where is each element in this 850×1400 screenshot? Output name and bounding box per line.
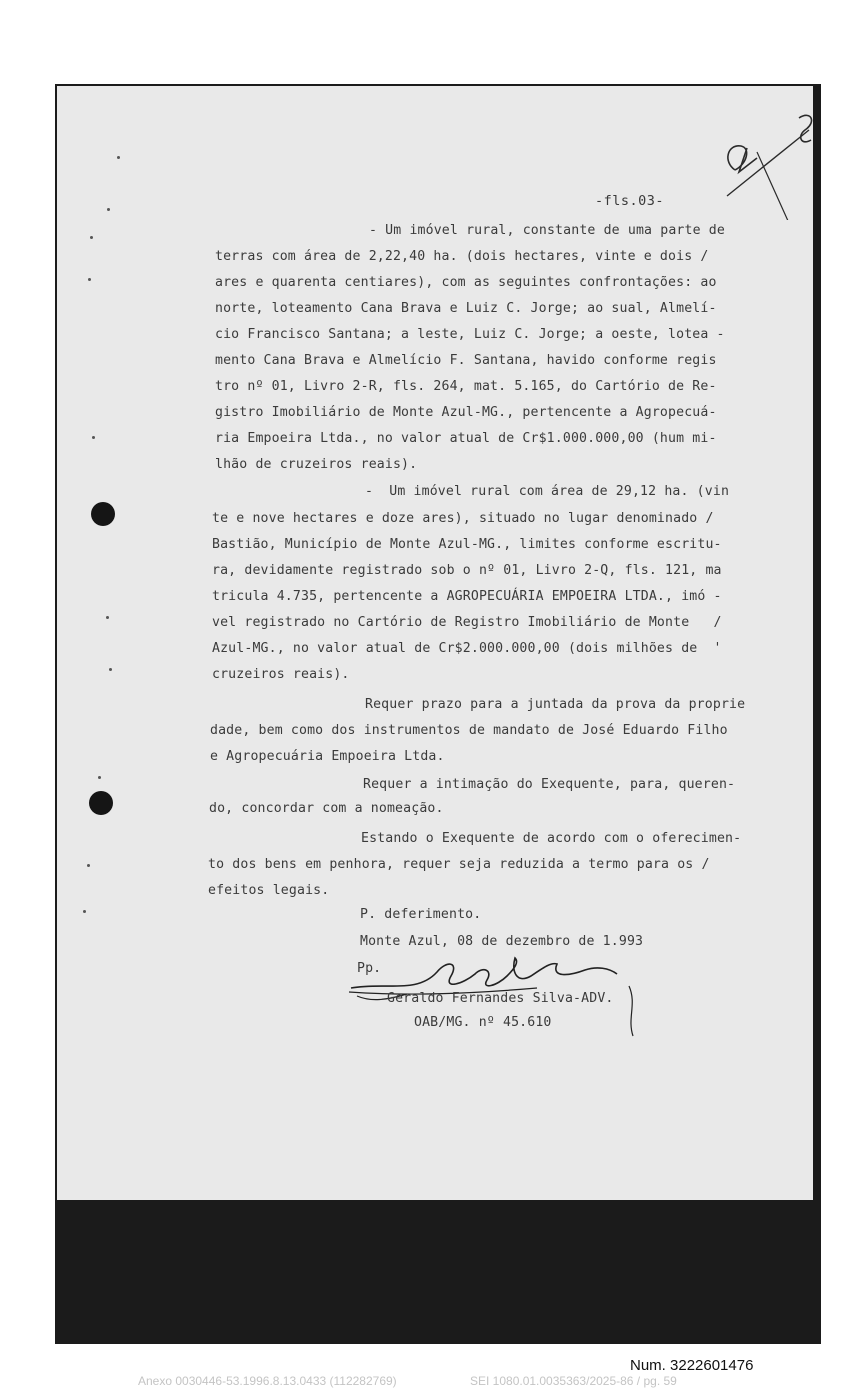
speck xyxy=(109,668,112,671)
corner-page-stamp xyxy=(717,100,813,220)
place-date: Monte Azul, 08 de dezembro de 1.993 xyxy=(360,934,644,949)
paragraph-line: cio Francisco Santana; a leste, Luiz C. Jorge; a oeste, lotea - xyxy=(215,327,725,342)
deferimento: P. deferimento. xyxy=(360,907,482,922)
paragraph-line: ares e quarenta centiares), com as seguintes confrontações: ao xyxy=(215,275,717,290)
paragraph-line: Requer prazo para a juntada da prova da proprie xyxy=(365,697,746,712)
paragraph-line: ria Empoeira Ltda., no valor atual de Cr$1.000.000,00 (hum mi- xyxy=(215,431,717,446)
paragraph-line: terras com área de 2,22,40 ha. (dois hectares, vinte e dois / xyxy=(215,249,709,264)
paragraph-line: gistro Imobiliário de Monte Azul-MG., pertencente a Agropecuá- xyxy=(215,405,717,420)
paragraph-line: Requer a intimação do Exequente, para, queren- xyxy=(363,777,736,792)
speck xyxy=(117,156,120,159)
page-reference: -fls.03- xyxy=(595,193,665,209)
speck xyxy=(88,278,91,281)
paragraph-line: Azul-MG., no valor atual de Cr$2.000.000,00 (dois milhões de ' xyxy=(212,641,722,656)
paragraph-line: to dos bens em penhora, requer seja reduzida a termo para os / xyxy=(208,857,710,872)
paragraph-line: mento Cana Brava e Almelício F. Santana, havido conforme regis xyxy=(215,353,717,368)
signatory-name: Geraldo Fernandes Silva-ADV. xyxy=(387,991,614,1006)
paragraph-line: te e nove hectares e doze ares), situado no lugar denominado / xyxy=(212,511,714,526)
oab-registration: OAB/MG. nº 45.610 xyxy=(414,1015,552,1030)
punch-hole-top xyxy=(91,502,115,526)
document-paper xyxy=(57,86,813,1200)
paragraph-line: cruzeiros reais). xyxy=(212,667,350,682)
paragraph-line: vel registrado no Cartório de Registro Imobiliário de Monte / xyxy=(212,615,722,630)
annex-reference: Anexo 0030446-53.1996.8.13.0433 (112282769) xyxy=(138,1374,397,1388)
speck xyxy=(90,236,93,239)
paragraph-line: - Um imóvel rural com área de 29,12 ha. (vin xyxy=(365,484,730,499)
paragraph-line: efeitos legais. xyxy=(208,883,330,898)
paragraph-line: norte, loteamento Cana Brava e Luiz C. Jorge; ao sual, Almelí- xyxy=(215,301,717,316)
sei-reference: SEI 1080.01.0035363/2025-86 / pg. 59 xyxy=(470,1374,677,1388)
paragraph-line: tro nº 01, Livro 2-R, fls. 264, mat. 5.165, do Cartório de Re- xyxy=(215,379,717,394)
paragraph-line: e Agropecuária Empoeira Ltda. xyxy=(210,749,445,764)
speck xyxy=(107,208,110,211)
paragraph-line: Estando o Exequente de acordo com o oferecimen- xyxy=(361,831,742,846)
paragraph-line: dade, bem como dos instrumentos de mandato de José Eduardo Filho xyxy=(210,723,728,738)
speck xyxy=(106,616,109,619)
document-number: Num. 3222601476 xyxy=(630,1357,754,1374)
punch-hole-bottom xyxy=(89,791,113,815)
speck xyxy=(87,864,90,867)
speck xyxy=(92,436,95,439)
paragraph-line: ra, devidamente registrado sob o nº 01, Livro 2-Q, fls. 121, ma xyxy=(212,563,722,578)
speck xyxy=(98,776,101,779)
paragraph-line: Bastião, Município de Monte Azul-MG., limites conforme escritu- xyxy=(212,537,722,552)
paragraph-line: tricula 4.735, pertencente a AGROPECUÁRIA EMPOEIRA LTDA., imó - xyxy=(212,589,722,604)
speck xyxy=(83,910,86,913)
paragraph-line: do, concordar com a nomeação. xyxy=(209,801,444,816)
pp-label: Pp. xyxy=(357,961,382,976)
paragraph-line: - Um imóvel rural, constante de uma parte de xyxy=(369,223,725,238)
paragraph-line: lhão de cruzeiros reais). xyxy=(215,457,418,472)
